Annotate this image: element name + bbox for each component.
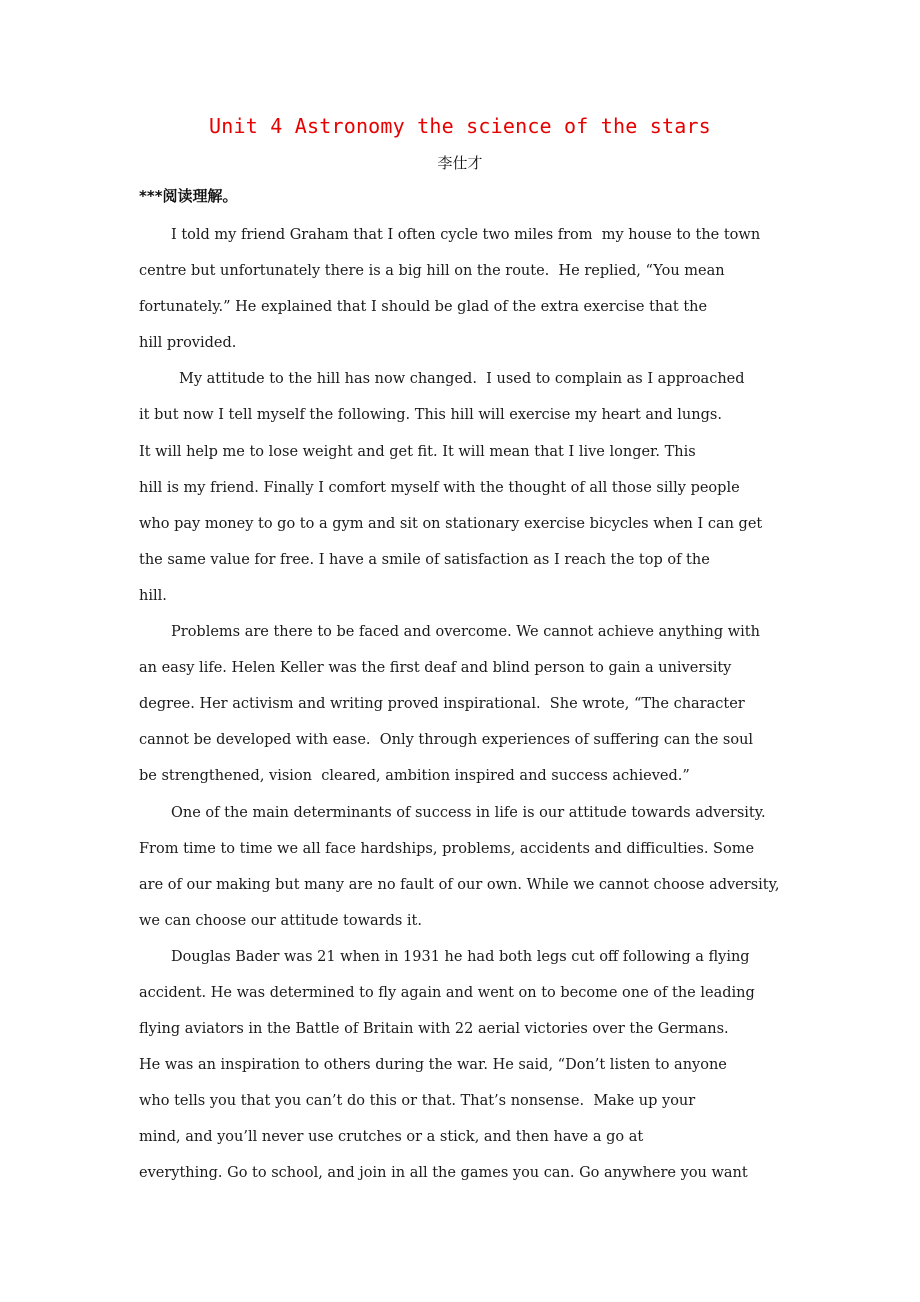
text-line: an easy life. Helen Keller was the first deaf and blind person to gain a university [139,660,732,677]
text-line: are of our making but many are no fault of our own. While we cannot choose adversity, [139,876,780,893]
text-line: My attitude to the hill has now changed. I used to complain as I approached [179,371,745,388]
text-line: I told my friend Graham that I often cycle two miles from my house to the town [171,227,761,243]
document-body [139,217,809,1192]
paragraph [139,614,809,794]
text-line: From time to time we all face hardships, problems, accidents and difficulties. Some [139,840,755,857]
text-line: degree. Her activism and writing proved inspirational. She wrote, “The character [139,696,745,713]
paragraph [139,361,809,614]
text-line: hill provided. [139,335,237,352]
text-line: He was an inspiration to others during the war. He said, “Don’t listen to anyone [139,1057,727,1074]
text-line: Douglas Bader was 21 when in 1931 he had both legs cut off following a flying [171,948,750,965]
text-line: flying aviators in the Battle of Britain with 22 aerial victories over the Germans. [139,1021,729,1038]
document-title: Unit 4 Astronomy the science of the stars [209,114,711,138]
text-line: centre but unfortunately there is a big hill on the route. He replied, “You mean [139,263,725,280]
section-heading: ***阅读理解。 [139,187,238,205]
text-line: Problems are there to be faced and overcome. We cannot achieve anything with [171,624,760,641]
text-line: fortunately.” He explained that I should be glad of the extra exercise that the [139,299,708,316]
text-line: who pay money to go to a gym and sit on stationary exercise bicycles when I can get [139,515,763,532]
text-line: the same value for free. I have a smile of satisfaction as I reach the top of the [139,551,710,568]
paragraph [139,217,809,361]
text-line: One of the main determinants of success in life is our attitude towards adversity. [171,804,766,821]
text-line: mind, and you’ll never use crutches or a stick, and then have a go at [139,1129,644,1146]
text-line: accident. He was determined to fly again and went on to become one of the leading [139,984,755,1001]
text-line: It will help me to lose weight and get fit. It will mean that I live longer. This [139,443,696,460]
text-line: cannot be developed with ease. Only through experiences of suffering can the soul [139,732,754,749]
text-line: be strengthened, vision cleared, ambition inspired and success achieved.” [139,768,690,785]
paragraph [139,795,809,939]
text-line: everything. Go to school, and join in all the games you can. Go anywhere you want [139,1165,748,1182]
paragraph [139,939,809,1192]
text-line: it but now I tell myself the following. This hill will exercise my heart and lungs. [139,407,722,424]
text-line: who tells you that you can’t do this or that. That’s nonsense. Make up your [139,1093,696,1110]
document-author: 李仕才 [437,154,483,172]
text-line: hill is my friend. Finally I comfort myself with the thought of all those silly people [139,479,740,496]
text-line: hill. [139,587,167,604]
text-line: we can choose our attitude towards it. [139,912,422,929]
